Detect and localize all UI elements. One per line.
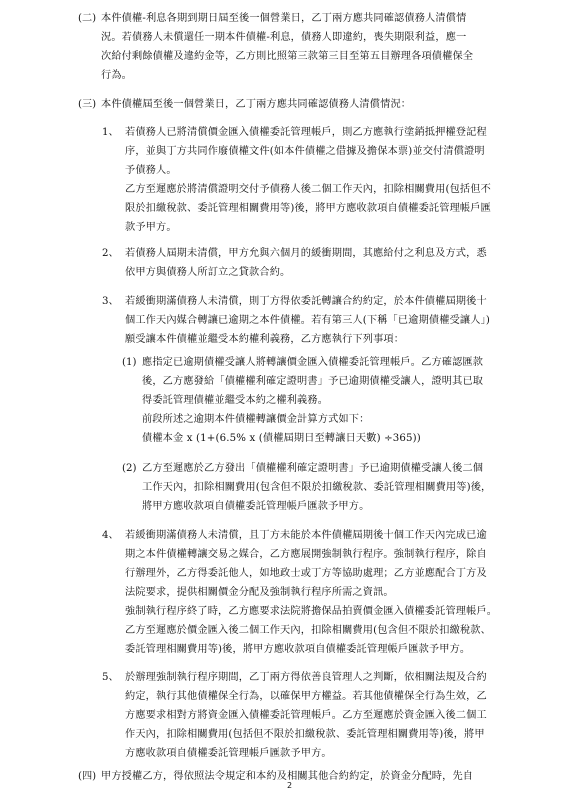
text-line: 乙方至遲應於乙方發出「債權權利確定證明書」予已逾期債權受讓人後二個 bbox=[142, 463, 484, 474]
item-number: (1) bbox=[122, 357, 137, 368]
text-line: 願受讓本件債權並繼受本約權利義務，乙方應執行下列事項： bbox=[125, 334, 405, 345]
text-line: 約定，執行其他債權保全行為，以確保甲方權益。若其他債權保全行為生效，乙 bbox=[125, 691, 487, 702]
text-line: 若緩衝期滿債務人未清償，則丁方得依委託轉讓合約約定，於本件債權屆期後十 bbox=[125, 296, 487, 307]
text-line: 方應收款項自債權委託管理帳戶匯款予甲方。 bbox=[125, 748, 332, 759]
text-line: 依甲方與債務人所訂立之貸款合約。 bbox=[125, 267, 291, 278]
text-line: 乙方至遲應於價金匯入後二個工作天內，扣除相關費用(包含但不限於扣繳稅款、 bbox=[125, 625, 491, 636]
text-line: 方應要求相對方將資金匯入債權委託管理帳戶。乙方至遲應於資金匯入後二個工 bbox=[125, 710, 487, 721]
item-number: (二) bbox=[78, 13, 97, 24]
text-line: 作天內，扣除相關費用(包括但不限於扣繳稅款、委託管理相關費用等)後，將甲 bbox=[125, 729, 485, 740]
item-number: 1、 bbox=[102, 127, 119, 138]
text-line: 得委託管理債權並繼受本約之權利義務。 bbox=[142, 395, 329, 406]
item-number: 2、 bbox=[102, 248, 119, 259]
text-line: 將甲方應收款項自債權委託管理帳戶匯款予甲方。 bbox=[142, 501, 370, 512]
text-line: 本件債權屆至後一個營業日，乙丁兩方應共同確認債務人清償情況： bbox=[101, 99, 412, 110]
text-line: 予債務人。 bbox=[125, 165, 177, 176]
text-line: 個工作天內媒合轉讓已逾期之本件債權。若有第三人(下稱「已逾期債權受讓人」) bbox=[125, 315, 490, 326]
text-line: 若緩衝期滿債務人未清償，且丁方未能於本件債權屆期後十個工作天內完成已逾 bbox=[125, 530, 487, 541]
text-line: 況。若債務人未償還任一期本件債權-利息，債務人即違約，喪失期限利益，應一 bbox=[101, 32, 467, 43]
text-line: 行辦理外，乙方得委託他人，如地政士或丁方等協助處理；乙方並應配合丁方及 bbox=[125, 568, 487, 579]
text-line: 限於扣繳稅款、委託管理相關費用等)後，將甲方應收款項自債權委託管理帳戶匯 bbox=[125, 203, 491, 214]
text-line: 次給付剩餘債權及違約金等，乙方則比照第三款第三目至第五目辦理各項債權保全 bbox=[101, 51, 474, 62]
item-number: 3、 bbox=[102, 296, 119, 307]
text-line: 序，並與丁方共同作廢債權文件(如本件債權之借據及擔保本票)並交付清償證明 bbox=[125, 146, 485, 157]
text-line: 工作天內，扣除相關費用(包含但不限於扣繳稅款、委託管理相關費用等)後， bbox=[142, 482, 492, 493]
item-number: (2) bbox=[122, 463, 137, 474]
item-number: 4、 bbox=[102, 530, 119, 541]
text-line: 前段所述之逾期本件債權轉讓價金計算方式如下： bbox=[142, 414, 370, 425]
item-number: (四) bbox=[78, 771, 97, 782]
text-line: 乙方至遲應於將清償證明交付予債務人後二個工作天內，扣除相關費用(包括但不 bbox=[125, 184, 491, 195]
text-line: 行為。 bbox=[101, 70, 133, 81]
text-line: 若債務人已將清償價金匯入債權委託管理帳戶，則乙方應執行塗銷抵押權登記程 bbox=[125, 127, 487, 138]
text-line: 期之本件債權轉讓交易之媒合，乙方應展開強制執行程序。強制執行程序，除自 bbox=[125, 549, 487, 560]
text-line: 款予甲方。 bbox=[125, 222, 177, 233]
text-line: 甲方授權乙方，得依照法令規定和本約及相關其他合約約定，於資金分配時，先自 bbox=[101, 771, 474, 782]
text-line: 若債務人屆期未清償，甲方允與六個月的緩衝期間，其應給付之利息及方式，悉 bbox=[125, 248, 487, 259]
text-line: 本件債權-利息各期到期日屆至後一個營業日，乙丁兩方應共同確認債務人清償情 bbox=[101, 13, 467, 24]
formula-line: 債權本金 x (1+(6.5% x (債權屆期日至轉讓日天數) ÷365)) bbox=[142, 433, 421, 444]
text-line: 於辦理強制執行程序期間，乙丁兩方得依善良管理人之判斷，依相關法規及合約 bbox=[125, 672, 487, 683]
item-number: (三) bbox=[78, 99, 97, 110]
text-line: 後，乙方應發給「債權權利確定證明書」予已逾期債權受讓人，證明其已取 bbox=[142, 376, 484, 387]
page-number: 2 bbox=[287, 781, 293, 790]
item-number: 5、 bbox=[102, 672, 119, 683]
text-line: 法院要求，提供相關價金分配及強制執行程序所需之資訊。 bbox=[125, 587, 394, 598]
text-line: 應指定已逾期債權受讓人將轉讓價金匯入債權委託管理帳戶。乙方確認匯款 bbox=[142, 357, 484, 368]
text-line: 委託管理相關費用等)後，將甲方應收款項自債權委託管理帳戶匯款予甲方。 bbox=[125, 644, 471, 655]
text-line: 強制執行程序終了時，乙方應要求法院將擔保品拍賣價金匯入債權委託管理帳戶。 bbox=[125, 606, 498, 617]
